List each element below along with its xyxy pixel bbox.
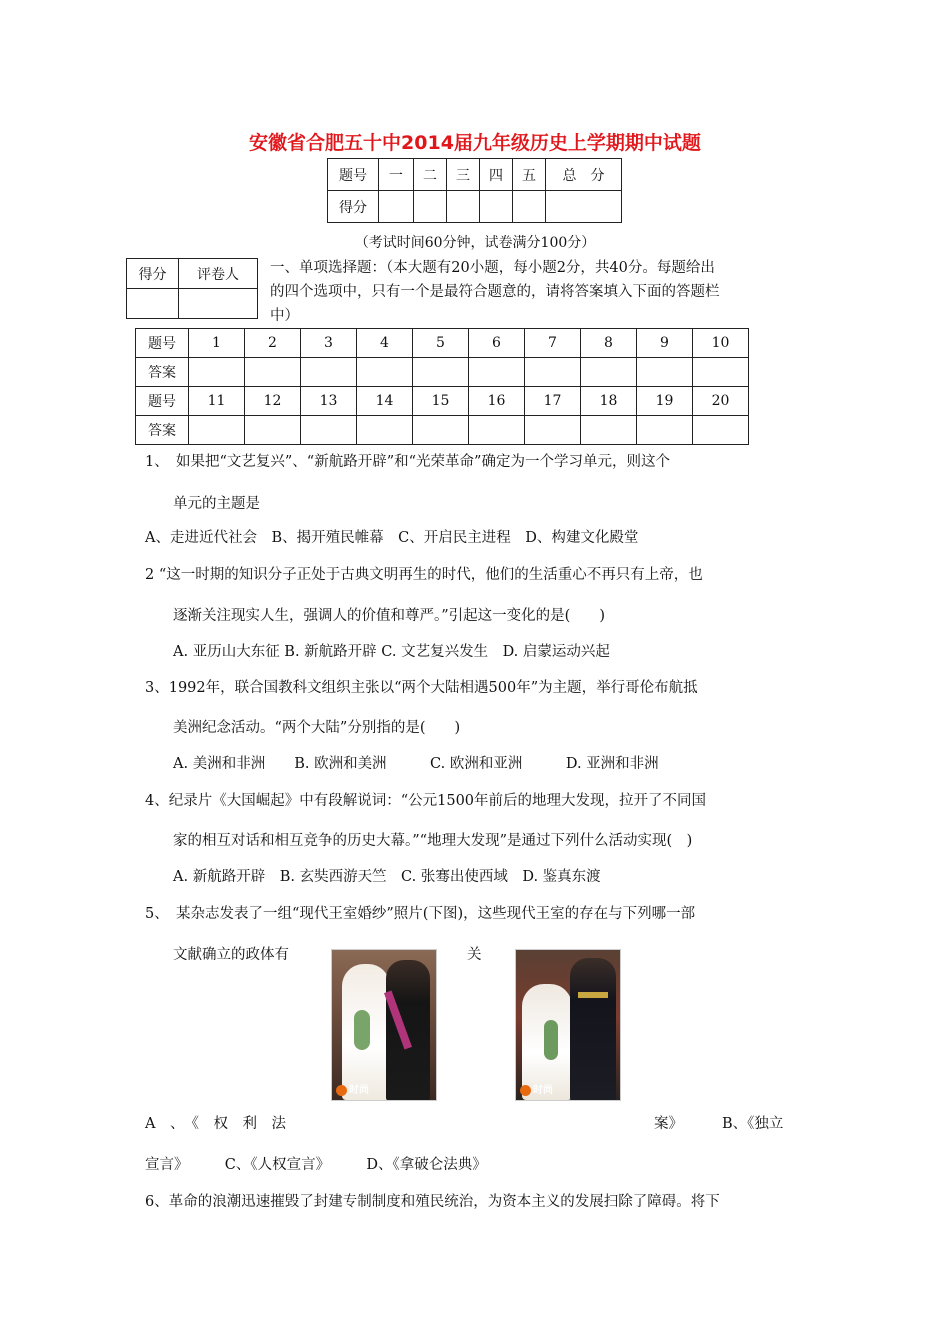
exam-title: 安徽省合肥五十中2014届九年级历史上学期期中试题 <box>249 132 701 154</box>
answer-cell <box>301 416 357 445</box>
q1-line2: 单元的主题是 <box>173 496 260 512</box>
answer-grid-number: 10 <box>693 329 749 358</box>
score-cell-empty <box>546 191 622 223</box>
answer-grid-number: 9 <box>637 329 693 358</box>
answer-grid-header: 答案 <box>136 358 189 387</box>
royal-wedding-photo-2 <box>515 949 621 1101</box>
answer-grid-header: 答案 <box>136 416 189 445</box>
grader-name-label: 评卷人 <box>179 259 258 289</box>
q6-line1: 6、革命的浪潮迅速摧毁了封建专制制度和殖民统治，为资本主义的发展扫除了障碍。将下 <box>145 1194 720 1210</box>
answer-cell <box>637 416 693 445</box>
grader-score-cell <box>127 289 179 319</box>
answer-cell <box>469 416 525 445</box>
answer-grid-number: 1 <box>189 329 245 358</box>
answer-cell <box>357 358 413 387</box>
answer-grid-number: 18 <box>581 387 637 416</box>
answer-grid-number: 2 <box>245 329 301 358</box>
q3-options: A. 美洲和非洲 B. 欧洲和美洲 C. 欧洲和亚洲 D. 亚洲和非洲 <box>173 756 659 772</box>
score-table-cell: 五 <box>513 159 546 191</box>
answer-grid-number: 15 <box>413 387 469 416</box>
answer-cell <box>413 416 469 445</box>
q2-options: A. 亚历山大东征 B. 新航路开辟 C. 文艺复兴发生 D. 启蒙运动兴起 <box>173 644 610 660</box>
q1-line1: 1、 如果把“文艺复兴”、“新航路开辟”和“光荣革命”确定为一个学习单元，则这个 <box>145 454 670 470</box>
q5-line2a: 文献确立的政体有 <box>173 947 289 963</box>
answer-cell <box>693 358 749 387</box>
score-cell-empty <box>513 191 546 223</box>
score-table-cell: 四 <box>480 159 513 191</box>
score-cell-empty <box>447 191 480 223</box>
answer-grid-number: 8 <box>581 329 637 358</box>
answer-grid-number: 4 <box>357 329 413 358</box>
score-table-cell: 题号 <box>328 159 379 191</box>
score-cell-empty <box>379 191 414 223</box>
score-table-cell: 二 <box>414 159 447 191</box>
q5-line1: 5、 某杂志发表了一组“现代王室婚纱”照片(下图)，这些现代王室的存在与下列哪一部 <box>145 906 696 922</box>
answer-grid-number: 14 <box>357 387 413 416</box>
q2-line1: 2 “这一时期的知识分子正处于古典文明再生的时代，他们的生活重心不再只有上帝，也 <box>145 567 703 583</box>
score-table-cell: 三 <box>447 159 480 191</box>
answer-grid-number: 7 <box>525 329 581 358</box>
grader-name-cell <box>179 289 258 319</box>
q3-line1: 3、1992年，联合国教科文组织主张以“两个大陆相遇500年”为主题，举行哥伦布航抵 <box>145 680 698 696</box>
answer-grid-number: 11 <box>189 387 245 416</box>
answer-grid-number: 17 <box>525 387 581 416</box>
answer-grid-number: 3 <box>301 329 357 358</box>
answer-cell <box>581 358 637 387</box>
answer-grid-number: 16 <box>469 387 525 416</box>
q5-option-a-start: A 、 《 权 利 法 <box>145 1116 286 1132</box>
answer-grid-number: 5 <box>413 329 469 358</box>
answer-grid-number-row <box>136 387 749 416</box>
answer-cell <box>189 358 245 387</box>
answer-grid-answer-row <box>136 416 749 445</box>
answer-grid-answer-row <box>136 358 749 387</box>
answer-grid-header: 题号 <box>136 387 189 416</box>
answer-cell <box>525 416 581 445</box>
grader-box <box>126 258 258 319</box>
answer-cell <box>525 358 581 387</box>
photo-watermark: 时尚 <box>520 1081 553 1096</box>
answer-grid-number: 19 <box>637 387 693 416</box>
royal-wedding-photo-1 <box>331 949 437 1101</box>
q4-line1: 4、纪录片《大国崛起》中有段解说词：“公元1500年前后的地理大发现，拉开了不同国 <box>145 793 707 809</box>
score-table-score-row <box>328 191 622 223</box>
q5-options-line2: 宣言》 C、《人权宣言》 D、《拿破仑法典》 <box>145 1157 487 1173</box>
score-table-cell: 得分 <box>328 191 379 223</box>
answer-cell <box>301 358 357 387</box>
section1-line: 一、单项选择题：（本大题有20小题，每小题2分，共40分。每题给出 <box>270 260 715 276</box>
q2-line2: 逐渐关注现实人生，强调人的价值和尊严。”引起这一变化的是( ) <box>173 608 605 624</box>
answer-cell <box>581 416 637 445</box>
score-table-cell: 总 分 <box>546 159 622 191</box>
answer-cell <box>413 358 469 387</box>
photo-watermark: 时尚 <box>336 1081 369 1096</box>
answer-grid-number: 12 <box>245 387 301 416</box>
score-cell-empty <box>480 191 513 223</box>
section1-instructions <box>270 256 810 328</box>
section1-line: 中） <box>270 308 299 324</box>
answer-cell <box>245 416 301 445</box>
answer-cell <box>357 416 413 445</box>
exam-note: （考试时间60分钟，试卷满分100分） <box>354 235 596 251</box>
answer-cell <box>469 358 525 387</box>
answer-grid-number: 6 <box>469 329 525 358</box>
q4-line2: 家的相互对话和相互竞争的历史大幕。”“地理大发现”是通过下列什么活动实现( ) <box>173 833 693 849</box>
q5-line2b: 关 <box>467 947 482 963</box>
score-cell-empty <box>414 191 447 223</box>
score-table-header-row <box>328 159 622 191</box>
score-table <box>327 158 622 223</box>
q4-options: A. 新航路开辟 B. 玄奘西游天竺 C. 张骞出使西域 D. 鉴真东渡 <box>173 869 601 885</box>
answer-grid-number-row <box>136 329 749 358</box>
section1-line: 的四个选项中，只有一个是最符合题意的，请将答案填入下面的答题栏 <box>270 284 720 300</box>
answer-cell <box>245 358 301 387</box>
answer-grid-number: 20 <box>693 387 749 416</box>
score-table-cell: 一 <box>379 159 414 191</box>
answer-grid-header: 题号 <box>136 329 189 358</box>
answer-cell <box>637 358 693 387</box>
answer-cell <box>693 416 749 445</box>
q5-option-a-end: 案》 <box>654 1116 683 1132</box>
q1-options: A、走进近代社会 B、揭开殖民帷幕 C、开启民主进程 D、构建文化殿堂 <box>145 530 639 546</box>
q5-option-b-start: B、《独立 <box>722 1116 784 1132</box>
answer-cell <box>189 416 245 445</box>
answer-grid-number: 13 <box>301 387 357 416</box>
answer-grid <box>135 328 749 445</box>
grader-score-label: 得分 <box>127 259 179 289</box>
q3-line2: 美洲纪念活动。“两个大陆”分别指的是( ) <box>173 720 461 736</box>
